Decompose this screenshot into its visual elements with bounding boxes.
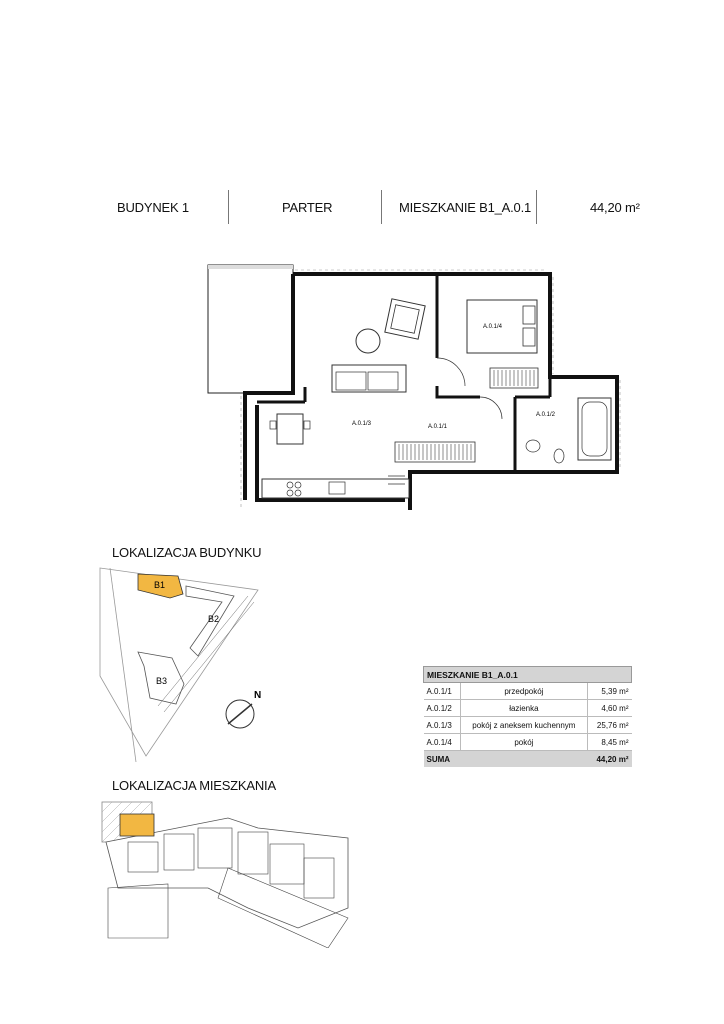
room-label: A.0.1/3 xyxy=(352,421,372,427)
room-area: 5,39 m² xyxy=(588,683,632,700)
room-name: łazienka xyxy=(460,700,587,717)
sum-label: SUMA xyxy=(424,751,461,768)
apartment-location-map xyxy=(98,798,358,948)
header-divider xyxy=(381,190,382,224)
room-code: A.0.1/2 xyxy=(424,700,461,717)
header-divider xyxy=(536,190,537,224)
apartment-label: MIESZKANIE B1_A.0.1 xyxy=(399,200,532,215)
room-label: A.0.1/4 xyxy=(483,324,503,330)
room-code: A.0.1/4 xyxy=(424,734,461,751)
table-row xyxy=(424,717,632,734)
room-label: A.0.1/2 xyxy=(536,412,556,418)
area-label: 44,20 m² xyxy=(590,200,640,215)
building-b2-label: B2 xyxy=(208,614,220,624)
floor-label: PARTER xyxy=(282,200,333,215)
table-row xyxy=(424,683,632,700)
room-area: 8,45 m² xyxy=(588,734,632,751)
building-label: BUDYNEK 1 xyxy=(117,200,189,215)
room-label: A.0.1/1 xyxy=(428,424,448,430)
room-name: przedpokój xyxy=(460,683,587,700)
header-bar xyxy=(0,190,724,226)
building-location-title: LOKALIZACJA BUDYNKU xyxy=(112,545,262,560)
apartment-highlight xyxy=(120,814,154,836)
apartment-location-title: LOKALIZACJA MIESZKANIA xyxy=(112,778,276,793)
room-name: pokój z aneksem kuchennym xyxy=(460,717,587,734)
room-area: 4,60 m² xyxy=(588,700,632,717)
north-label: N xyxy=(254,690,262,701)
floor-plan xyxy=(205,262,625,520)
room-name: pokój xyxy=(460,734,587,751)
building-b3-label: B3 xyxy=(156,676,168,686)
table-row xyxy=(424,700,632,717)
room-code: A.0.1/3 xyxy=(424,717,461,734)
sum-value: 44,20 m² xyxy=(588,751,632,768)
building-b1-label: B1 xyxy=(154,580,166,590)
table-sum-row xyxy=(424,751,632,768)
room-code: A.0.1/1 xyxy=(424,683,461,700)
room-area: 25,76 m² xyxy=(588,717,632,734)
table-row xyxy=(424,734,632,751)
table-title: MIESZKANIE B1_A.0.1 xyxy=(424,667,632,683)
area-table xyxy=(423,666,632,767)
header-divider xyxy=(228,190,229,224)
building-location-map xyxy=(98,566,280,762)
